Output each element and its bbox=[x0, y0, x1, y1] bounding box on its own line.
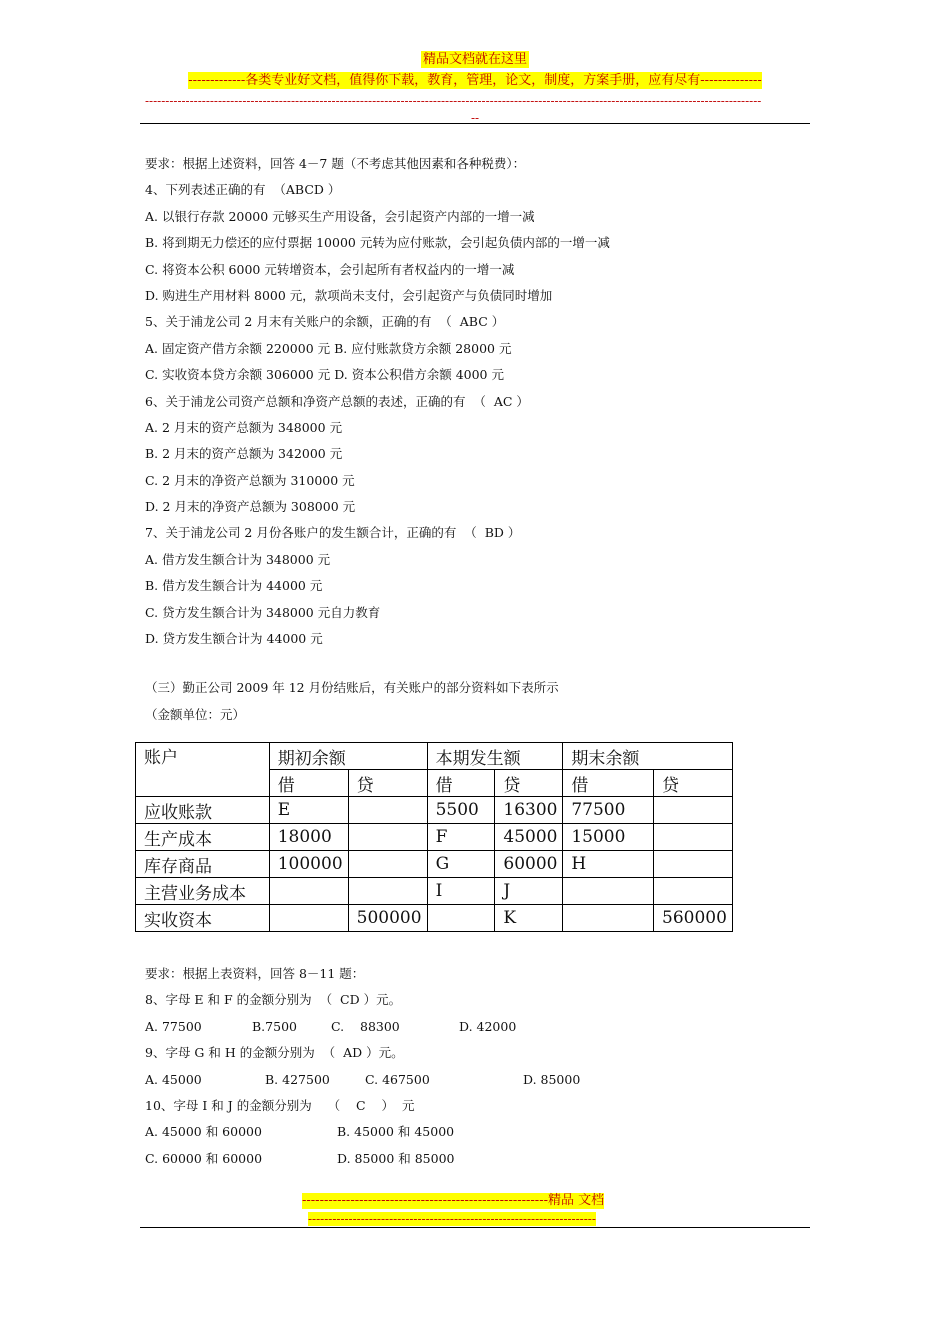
table-cell: 77500 bbox=[563, 797, 654, 824]
question-10: 10、字母 I 和 J 的金额分别为 （ C ） 元 bbox=[145, 1097, 415, 1113]
subheader-cell: 贷 bbox=[654, 770, 733, 797]
option-c: C. 467500 bbox=[365, 1071, 430, 1087]
text-line: D. 2 月末的净资产总额为 308000 元 bbox=[145, 499, 356, 515]
text-line: 4、下列表述正确的有 （ABCD ） bbox=[145, 182, 341, 198]
text-line: A. 2 月末的资产总额为 348000 元 bbox=[145, 419, 343, 435]
text-line: 5、关于浦龙公司 2 月末有关账户的余额，正确的有 （ ABC ） bbox=[145, 314, 505, 330]
text-line: 要求：根据上述资料，回答 4－7 题（不考虑其他因素和各种税费）： bbox=[145, 156, 526, 171]
subheader-cell: 借 bbox=[269, 770, 348, 797]
table-cell: 18000 bbox=[269, 824, 348, 851]
option-c: C. 88300 bbox=[331, 1018, 400, 1034]
header-title-text: 精品文档就在这里 bbox=[422, 52, 527, 67]
subheader-cell: 贷 bbox=[348, 770, 427, 797]
table-header-row bbox=[136, 743, 733, 770]
table-cell bbox=[348, 824, 427, 851]
header-rule bbox=[140, 123, 810, 124]
table-cell bbox=[563, 905, 654, 932]
section-intro: （三）勤正公司 2009 年 12 月份结账后，有关账户的部分资料如下表所示 bbox=[145, 680, 559, 695]
table-cell bbox=[348, 878, 427, 905]
question-9-options bbox=[145, 1070, 581, 1096]
table-cell: 500000 bbox=[348, 905, 427, 932]
text-line: D. 购进生产用材料 8000 元，款项尚未支付，会引起资产与负债同时增加 bbox=[145, 287, 553, 303]
table-cell: E bbox=[269, 797, 348, 824]
table-cell: F bbox=[427, 824, 495, 851]
table-cell bbox=[348, 851, 427, 878]
text-line: A. 固定资产借方余额 220000 元 B. 应付账款贷方余额 28000 元 bbox=[145, 340, 512, 356]
header-cell: 本期发生额 bbox=[427, 743, 563, 770]
table-cell: H bbox=[563, 851, 654, 878]
footer-line-1: --------------------------------------------------------精品 文档 bbox=[302, 1193, 605, 1208]
subheader-cell: 贷 bbox=[495, 770, 563, 797]
table-cell: 60000 bbox=[495, 851, 563, 878]
table-cell: 主营业务成本 bbox=[136, 878, 270, 905]
table-cell bbox=[348, 797, 427, 824]
option-b: B. 45000 和 45000 bbox=[337, 1124, 455, 1140]
header-dash-tail: -- bbox=[470, 111, 480, 125]
option-b: B. 427500 bbox=[265, 1071, 330, 1087]
text-line: 7、关于浦龙公司 2 月份各账户的发生额合计，正确的有 （ BD ） bbox=[145, 525, 521, 541]
table-row bbox=[136, 905, 733, 932]
footer-rule bbox=[140, 1227, 810, 1228]
table-cell: I bbox=[427, 878, 495, 905]
text-line: B. 将到期无力偿还的应付票据 10000 元转为应付账款，会引起负债内部的一增一减 bbox=[145, 235, 610, 251]
question-10-options-cd bbox=[145, 1149, 455, 1175]
question-8: 8、字母 E 和 F 的金额分别为 （ CD ）元。 bbox=[145, 992, 402, 1008]
option-d: D. 85000 bbox=[523, 1071, 581, 1087]
table-row bbox=[136, 797, 733, 824]
table-cell: 应收账款 bbox=[136, 797, 270, 824]
table-cell bbox=[654, 797, 733, 824]
option-a: A. 77500 bbox=[145, 1018, 202, 1034]
option-b: B.7500 bbox=[252, 1018, 297, 1034]
table-row bbox=[136, 878, 733, 905]
text-line: C. 实收资本贷方余额 306000 元 D. 资本公积借方余额 4000 元 bbox=[145, 367, 504, 383]
text-line: B. 2 月末的资产总额为 342000 元 bbox=[145, 446, 343, 462]
table-cell: 生产成本 bbox=[136, 824, 270, 851]
table-cell: 15000 bbox=[563, 824, 654, 851]
table-cell: 5500 bbox=[427, 797, 495, 824]
table-cell: 560000 bbox=[654, 905, 733, 932]
option-d: D. 42000 bbox=[459, 1018, 517, 1034]
table-cell bbox=[269, 878, 348, 905]
table-cell bbox=[654, 851, 733, 878]
table-row bbox=[136, 824, 733, 851]
text-line: C. 2 月末的净资产总额为 310000 元 bbox=[145, 472, 355, 488]
question-8-options bbox=[145, 1017, 517, 1043]
table-cell: G bbox=[427, 851, 495, 878]
question-block-8-10 bbox=[145, 964, 581, 1175]
table-cell: 45000 bbox=[495, 824, 563, 851]
table-cell: K bbox=[495, 905, 563, 932]
header-subtitle-text: -------------各类专业好文档，值得你下载，教育，管理，论文，制度，方案手册，应有尽有-------------- bbox=[188, 73, 762, 88]
question-9: 9、字母 G 和 H 的金额分别为 （ AD ）元。 bbox=[145, 1045, 404, 1061]
header-cell: 期末余额 bbox=[563, 743, 733, 770]
header-cell: 期初余额 bbox=[269, 743, 427, 770]
footer-line-2: ----------------------------------------------------------------------- bbox=[308, 1212, 596, 1226]
header-subtitle bbox=[0, 73, 950, 89]
option-d: D. 85000 和 85000 bbox=[337, 1150, 455, 1166]
text-line: A. 以银行存款 20000 元够买生产用设备，会引起资产内部的一增一减 bbox=[145, 208, 535, 224]
table-cell: J bbox=[495, 878, 563, 905]
text-line: C. 将资本公积 6000 元转增资本，会引起所有者权益内的一增一减 bbox=[145, 261, 515, 277]
subheader-cell: 借 bbox=[563, 770, 654, 797]
table-cell bbox=[269, 905, 348, 932]
option-a: A. 45000 和 60000 bbox=[145, 1124, 262, 1140]
header-title bbox=[0, 52, 950, 68]
table-cell: 实收资本 bbox=[136, 905, 270, 932]
subheader-cell: 借 bbox=[427, 770, 495, 797]
table-cell bbox=[427, 905, 495, 932]
table-row bbox=[136, 851, 733, 878]
ledger-table bbox=[135, 742, 733, 932]
header-cell: 账户 bbox=[136, 743, 270, 797]
text-line: B. 借方发生额合计为 44000 元 bbox=[145, 578, 323, 594]
question-10-options-ab bbox=[145, 1122, 455, 1148]
header-dash-line: -------------------------------------------------------------------------------------------------------------------------------------------------------- bbox=[145, 94, 762, 108]
text-line: 6、关于浦龙公司资产总额和净资产总额的表述，正确的有 （ AC ） bbox=[145, 393, 529, 409]
table-cell: 16300 bbox=[495, 797, 563, 824]
text-line: A. 借方发生额合计为 348000 元 bbox=[145, 551, 331, 567]
text-line: C. 贷方发生额合计为 348000 元自力教育 bbox=[145, 604, 381, 620]
unit-note: （金额单位：元） bbox=[145, 707, 246, 722]
table-cell: 100000 bbox=[269, 851, 348, 878]
table-cell bbox=[654, 878, 733, 905]
option-a: A. 45000 bbox=[145, 1071, 202, 1087]
option-c: C. 60000 和 60000 bbox=[145, 1150, 263, 1166]
table-cell bbox=[563, 878, 654, 905]
section-3-intro bbox=[145, 678, 559, 732]
requirement-line: 要求：根据上表资料，回答 8－11 题： bbox=[145, 966, 365, 981]
question-block-4-7 bbox=[145, 154, 805, 655]
text-line: D. 贷方发生额合计为 44000 元 bbox=[145, 631, 323, 647]
table-cell: 库存商品 bbox=[136, 851, 270, 878]
table-cell bbox=[654, 824, 733, 851]
